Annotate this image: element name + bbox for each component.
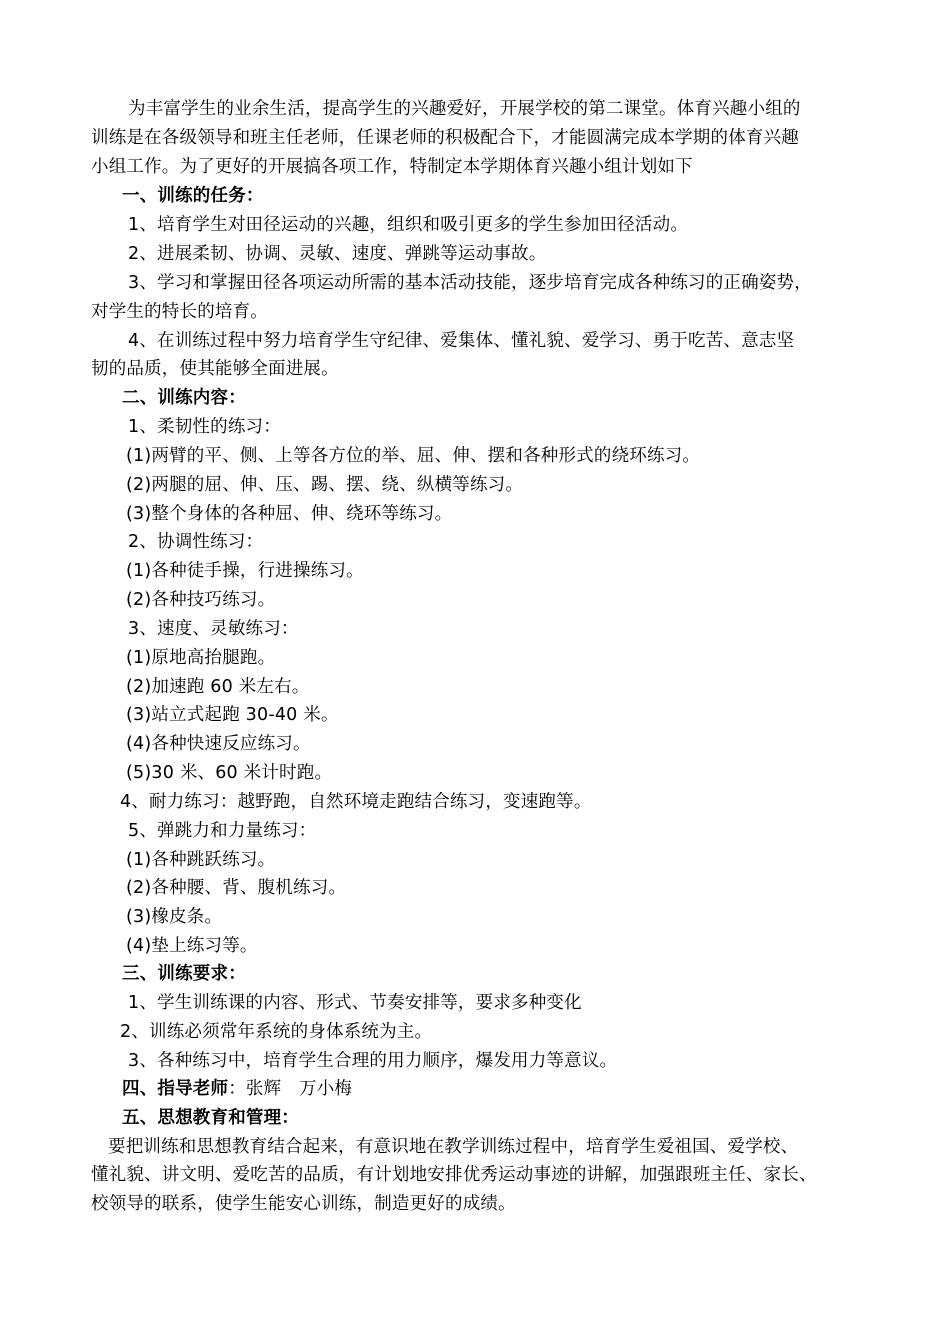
section-2-item: 3、速度、灵敏练习： [128, 619, 299, 639]
section-2-item: (2)各种技巧练习。 [126, 590, 276, 610]
section-4-heading: 四、指导老师 [122, 1079, 229, 1099]
section-2-item: 1、柔韧性的练习： [128, 417, 281, 437]
section-5-heading: 五、思想教育和管理： [122, 1108, 299, 1128]
section-4-line [122, 1078, 352, 1100]
section-5-line: 要把训练和思想教育结合起来，有意识地在教学训练过程中，培育学生爱祖国、爱学校、 [108, 1137, 799, 1157]
section-5-line: 懂礼貌、讲文明、爱吃苦的品质，有计划地安排优秀运动事迹的讲解，加强跟班主任、家长、 [91, 1165, 817, 1185]
section-3-item: 1、学生训练课的内容、形式、节奏安排等，要求多种变化 [128, 993, 582, 1013]
section-2-item: (3)站立式起跑 30-40 米。 [126, 705, 339, 725]
section-2-item: (2)加速跑 60 米左右。 [126, 677, 310, 697]
section-2-item: (1)各种跳跃练习。 [126, 850, 276, 870]
section-1-item: 4、在训练过程中努力培育学生守纪律、爱集体、懂礼貌、爱学习、勇于吃苦、意志坚 [128, 331, 795, 351]
section-5-line: 校领导的联系，使学生能安心训练，制造更好的成绩。 [91, 1194, 516, 1214]
section-2-item: (3)整个身体的各种屈、伸、绕环等练习。 [126, 504, 453, 524]
section-2-item: 4、耐力练习：越野跑，自然环境走跑结合练习，变速跑等。 [120, 792, 592, 812]
section-2-item: (1)各种徒手操，行进操练习。 [126, 561, 364, 581]
section-2-item: (3)橡皮条。 [126, 907, 223, 927]
section-2-item: (2)各种腰、背、腹机练习。 [126, 878, 347, 898]
section-1-item: 韧的品质，使其能够全面进展。 [91, 359, 339, 379]
section-2-heading: 二、训练内容： [122, 388, 246, 408]
section-1-item: 2、进展柔韧、协调、灵敏、速度、弹跳等运动事故。 [128, 244, 547, 264]
section-3-heading: 三、训练要求： [122, 964, 246, 984]
section-1-heading: 一、训练的任务： [122, 186, 264, 206]
section-1-item: 3、学习和掌握田径各项运动所需的基本活动技能，逐步培育完成各种练习的正确姿势， [128, 273, 812, 293]
section-1-item: 对学生的特长的培育。 [91, 302, 268, 322]
intro-line-2: 训练是在各级领导和班主任老师，任课老师的积极配合下，才能圆满完成本学期的体育兴趣 [91, 128, 799, 148]
section-2-item: (4)各种快速反应练习。 [126, 734, 311, 754]
section-3-item: 3、各种练习中，培育学生合理的用力顺序，爆发用力等意议。 [128, 1051, 618, 1071]
section-3-item: 2、训练必须常年系统的身体系统为主。 [120, 1022, 433, 1042]
section-2-item: (1)原地高抬腿跑。 [126, 648, 276, 668]
section-2-item: (2)两腿的屈、伸、压、踢、摆、绕、纵横等练习。 [126, 475, 524, 495]
section-2-item: (5)30 米、60 米计时跑。 [126, 763, 333, 783]
intro-line-3: 小组工作。为了更好的开展搞各项工作，特制定本学期体育兴趣小组计划如下 [91, 157, 693, 177]
intro-line-1: 为丰富学生的业余生活，提高学生的兴趣爱好，开展学校的第二课堂。体育兴趣小组的 [128, 99, 801, 119]
section-2-item: 5、弹跳力和力量练习： [128, 821, 317, 841]
section-2-item: (1)两臂的平、侧、上等各方位的举、屈、伸、摆和各种形式的绕环练习。 [126, 446, 701, 466]
section-2-item: (4)垫上练习等。 [126, 936, 258, 956]
instructor-names: ：张辉 万小梅 [228, 1079, 353, 1099]
section-1-item: 1、培育学生对田径运动的兴趣，组织和吸引更多的学生参加田径活动。 [128, 215, 689, 235]
section-2-item: 2、协调性练习： [128, 532, 264, 552]
